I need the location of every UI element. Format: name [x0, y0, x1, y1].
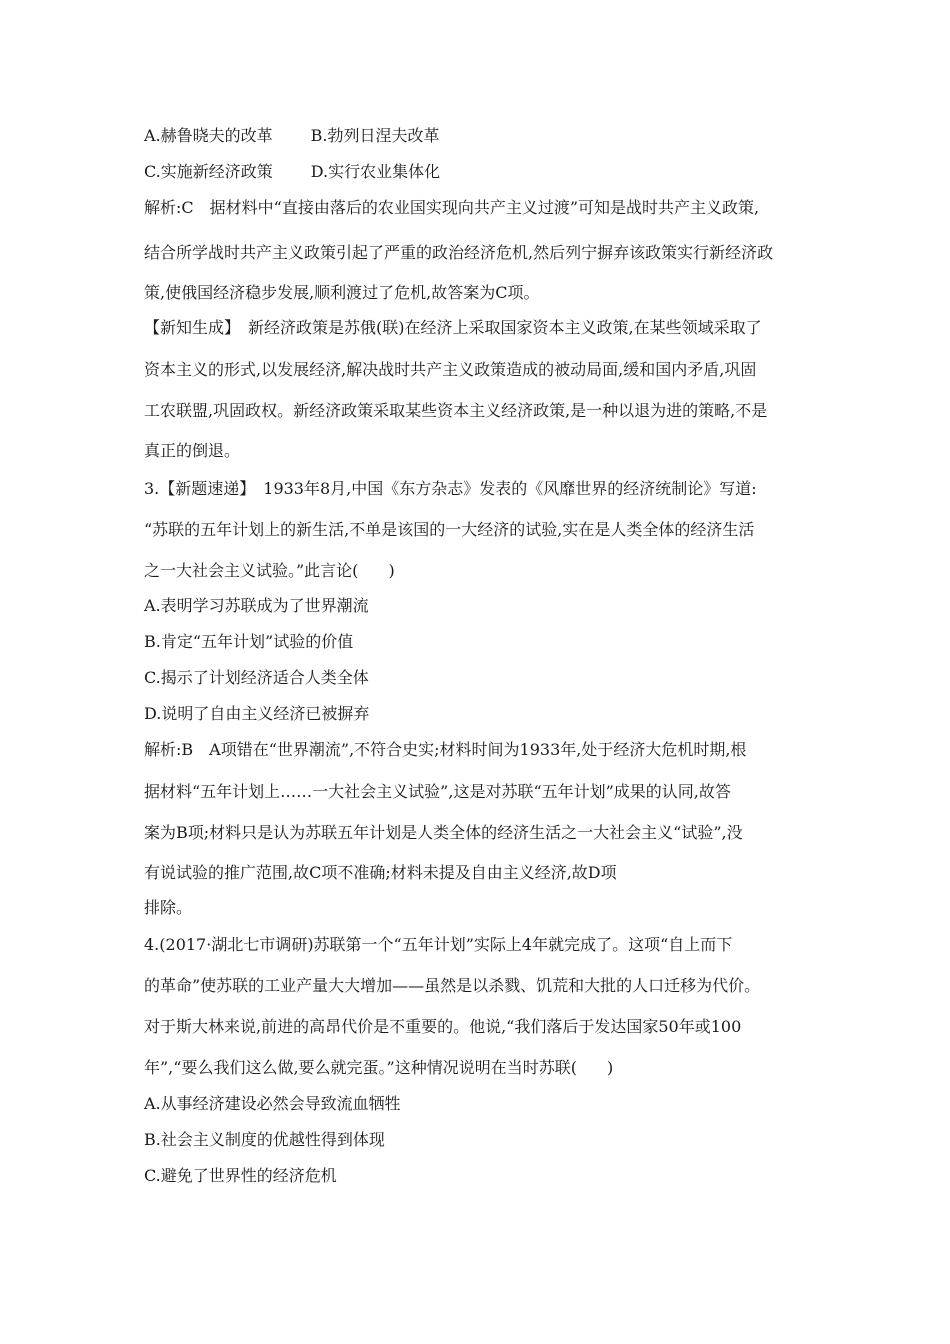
q4-stem-line: 对于斯大林来说,前进的高昂代价是不重要的。他说,“我们落后于发达国家50年或100 — [144, 1017, 742, 1036]
q4-stem-line: 年”,“要么我们这么做,要么就完蛋。”这种情况说明在当时苏联( ) — [144, 1058, 614, 1077]
q3-option: B.肯定“五年计划”试验的价值 — [144, 632, 354, 651]
q2-option-c: C.实施新经济政策 — [144, 162, 273, 181]
q4-option: B.社会主义制度的优越性得到体现 — [144, 1130, 385, 1149]
q3-stem-line: 3.【新题速递】 1933年8月,中国《东方杂志》发表的《风靡世界的经济统制论》写道: — [144, 479, 757, 498]
q2-options-row-1 — [144, 126, 440, 146]
q3-stem-line: “苏联的五年计划上的新生活,不单是该国的一大经济的试验,实在是人类全体的经济生活 — [144, 520, 755, 539]
q2-analysis-line: 策,使俄国经济稳步发展,顺利渡过了危机,故答案为C项。 — [144, 283, 540, 302]
q2-option-d: D.实行农业集体化 — [310, 162, 441, 181]
q3-option: D.说明了自由主义经济已被摒弃 — [144, 704, 370, 723]
q3-answer-bracket-close: ) — [388, 561, 395, 580]
q3-option: C.揭示了计划经济适合人类全体 — [144, 668, 369, 687]
q3-analysis-line: 有说试验的推广范围,故C项不准确;材料未提及自由主义经济,故D项 — [144, 863, 617, 882]
q3-analysis-line: 据材料“五年计划上……一大社会主义试验”,这是对苏联“五年计划”成果的认同,故答 — [144, 782, 731, 801]
q3-option: A.表明学习苏联成为了世界潮流 — [144, 596, 369, 615]
q2-analysis-line: 结合所学战时共产主义政策引起了严重的政治经济危机,然后列宁摒弃该政策实行新经济政 — [144, 243, 774, 262]
knowledge-note-line: 资本主义的形式,以发展经济,解决战时共产主义政策造成的被动局面,缓和国内矛盾,巩固 — [144, 360, 757, 379]
q4-option: C.避免了世界性的经济危机 — [144, 1166, 337, 1185]
q3-analysis-line: 解析:B A项错在“世界潮流”,不符合史实;材料时间为1933年,处于经济大危机时期,根 — [144, 740, 747, 759]
q4-answer-bracket-close: ) — [606, 1058, 614, 1077]
q2-option-a: A.赫鲁晓夫的改革 — [144, 126, 273, 145]
q3-stem-line: 之一大社会主义试验。”此言论( ) — [144, 561, 395, 580]
q3-analysis-line: 案为B项;材料只是认为苏联五年计划是人类全体的经济生活之一大社会主义“试验”,没 — [144, 823, 743, 842]
q2-analysis-line: 解析:C 据材料中“直接由落后的农业国实现向共产主义过渡”可知是战时共产主义政策, — [144, 198, 760, 217]
q3-analysis-line: 排除。 — [144, 898, 193, 917]
q4-option: A.从事经济建设必然会导致流血牺牲 — [144, 1094, 401, 1113]
q4-stem-line: 4.(2017·湖北七市调研)苏联第一个“五年计划”实际上4年就完成了。这项“自上而下 — [144, 935, 733, 954]
q2-option-b: B.勃列日涅夫改革 — [310, 126, 440, 145]
knowledge-note-line: 真正的倒退。 — [144, 441, 241, 460]
q4-stem-line: 的革命”使苏联的工业产量大大增加——虽然是以杀戮、饥荒和大批的人口迁移为代价。 — [144, 976, 761, 995]
q2-options-row-2 — [144, 162, 440, 182]
knowledge-note-line: 【新知生成】 新经济政策是苏俄(联)在经济上采取国家资本主义政策,在某些领域采取了 — [144, 318, 762, 337]
knowledge-note-line: 工农联盟,巩固政权。新经济政策采取某些资本主义经济政策,是一种以退为进的策略,不是 — [144, 401, 768, 420]
